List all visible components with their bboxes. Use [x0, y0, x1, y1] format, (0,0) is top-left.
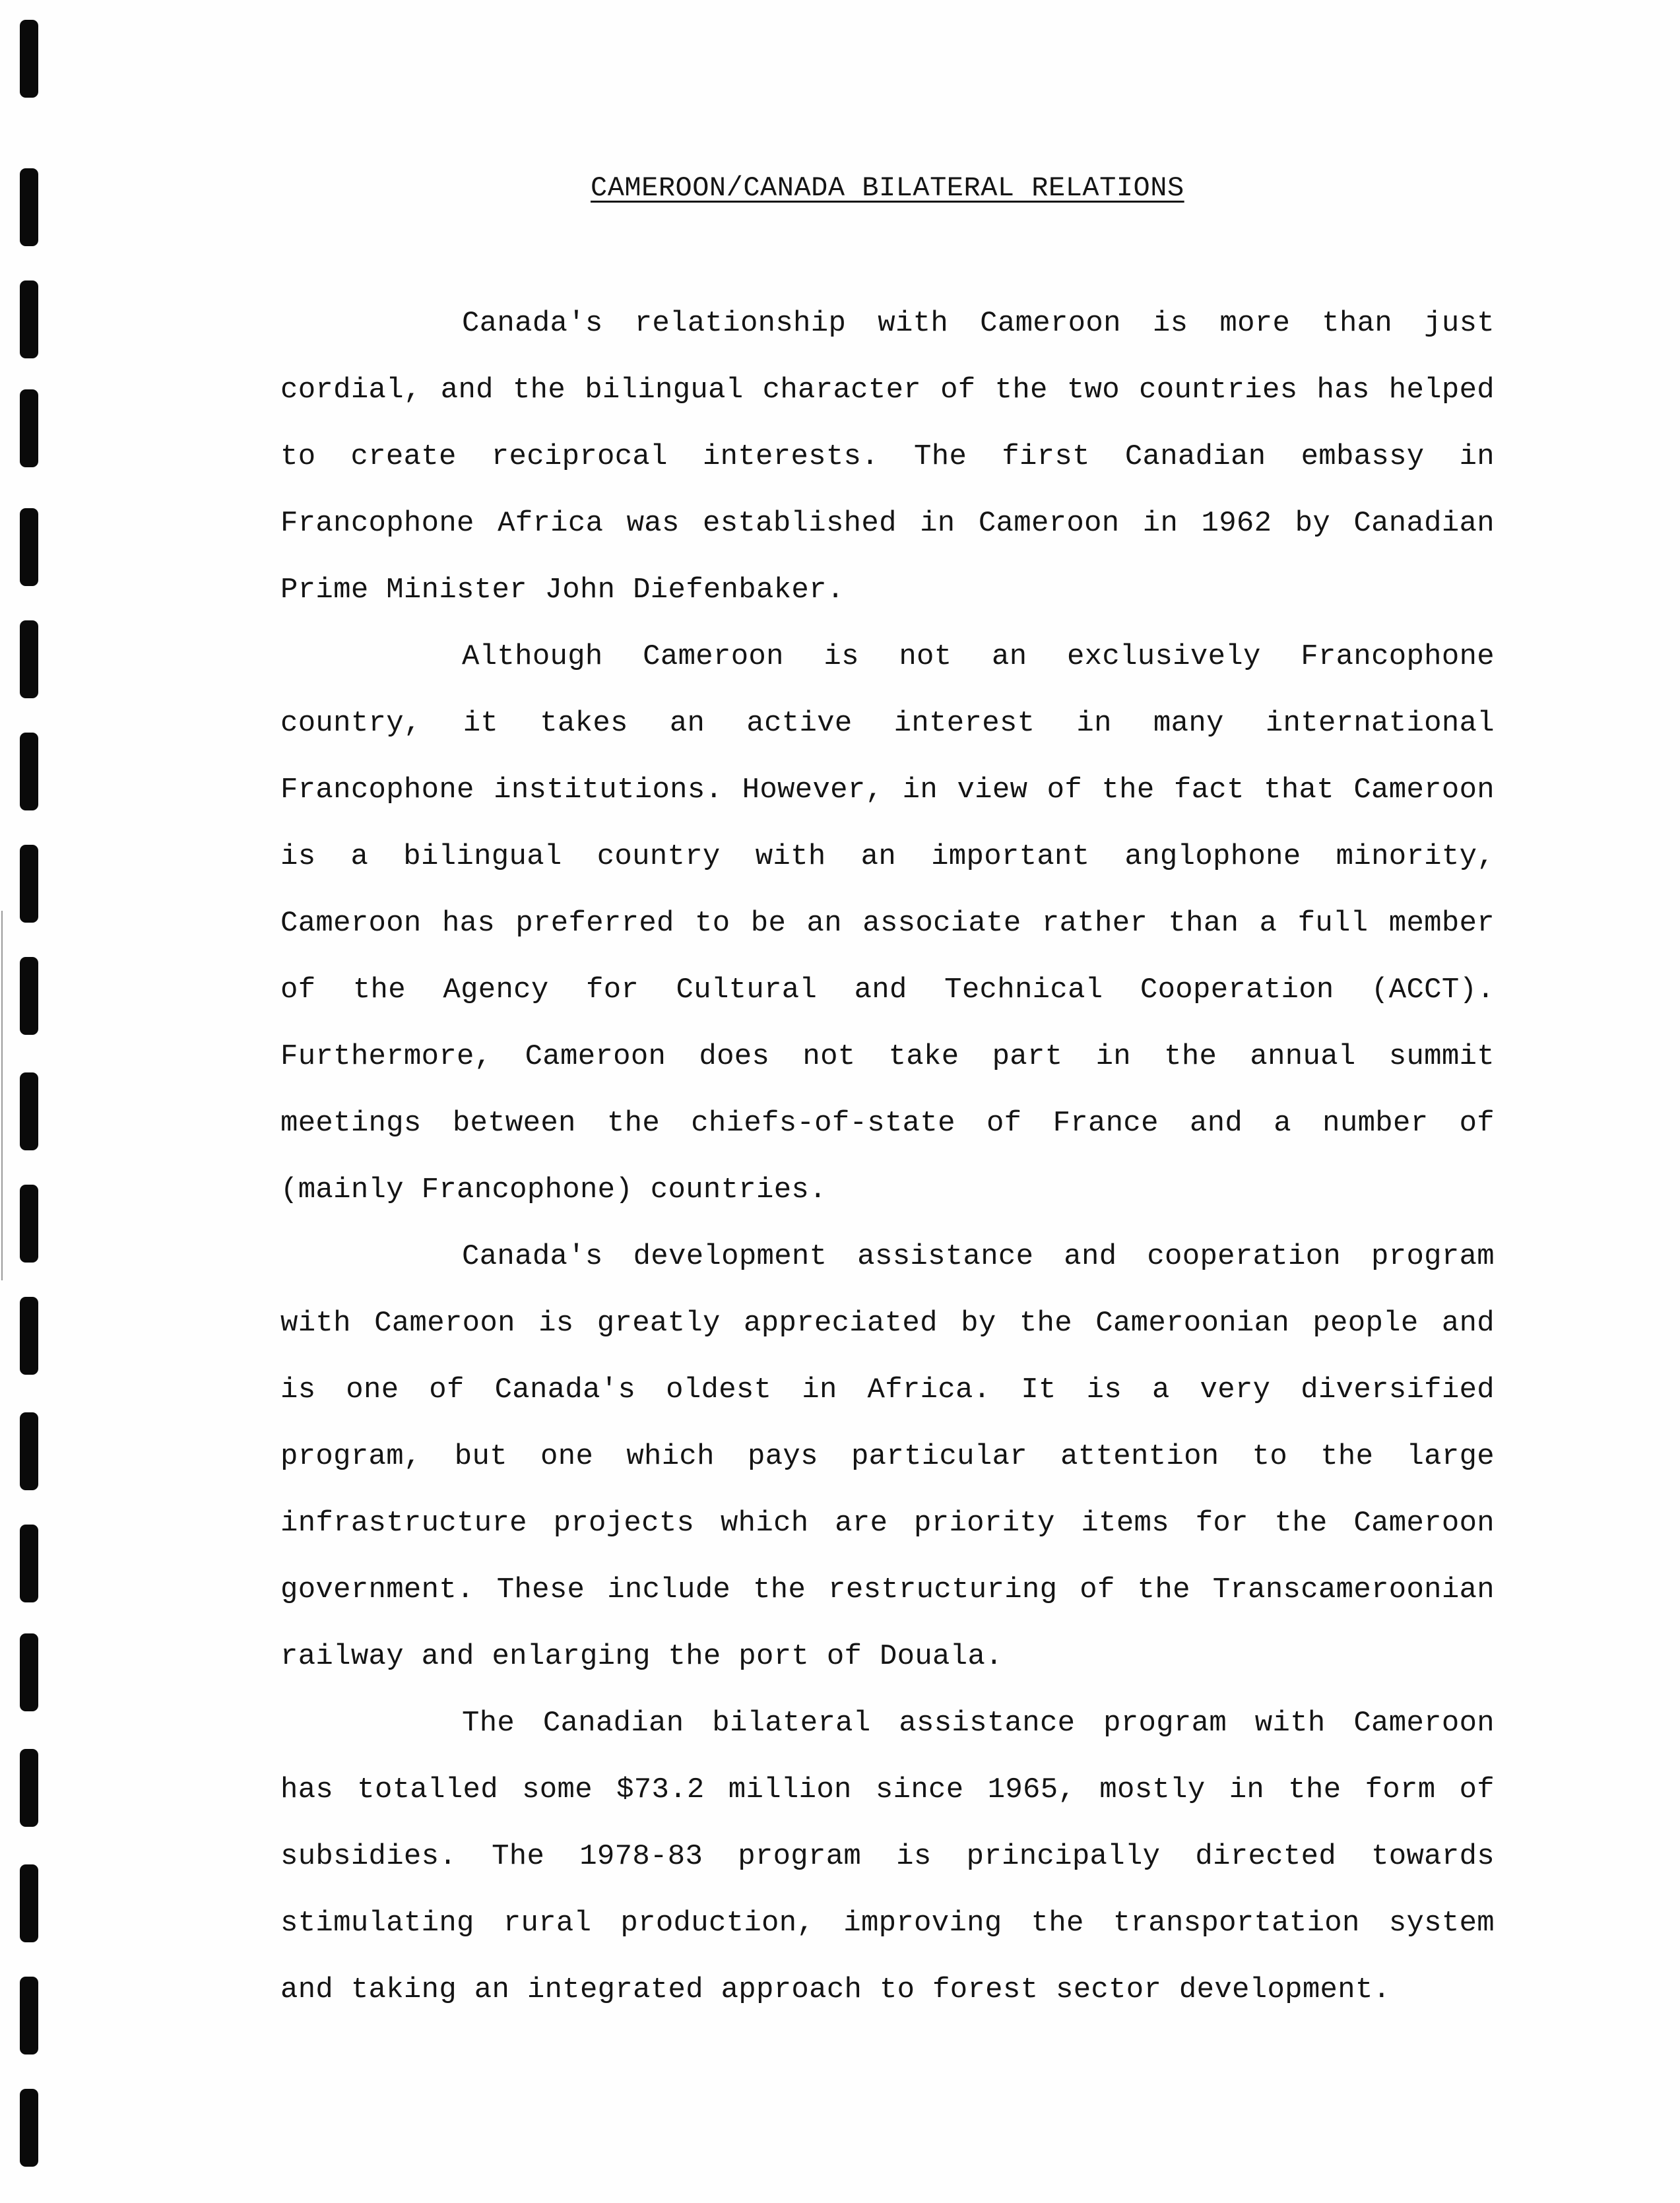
binding-hole: [20, 733, 38, 810]
binding-hole: [20, 1749, 38, 1827]
binding-hole: [20, 1525, 38, 1602]
binding-hole: [20, 20, 38, 98]
binding-hole: [20, 389, 38, 467]
document-body: [280, 290, 1495, 2023]
binding-hole: [20, 280, 38, 358]
binding-hole: [20, 1977, 38, 2055]
binding-hole: [20, 1297, 38, 1375]
binding-holes: [9, 0, 49, 2203]
binding-hole: [20, 620, 38, 698]
binding-hole: [20, 1864, 38, 1942]
paragraph: Canada's relationship with Cameroon is more than just cordial, and the bilingual character of the two countries has helped to create reciprocal interests. The first Canadian embassy in Francophone Africa was established in Cameroon in 1962 by Canadian Prime Minister John Diefenbaker.: [280, 307, 1495, 607]
binding-hole: [20, 168, 38, 246]
paragraph: Although Cameroon is not an exclusively Francophone country, it takes an active interest in many international Francophone institutions. However, in view of the fact that Cameroon is a bilingual country with an important anglophone minority, Cameroon has preferred to be an associate rather than a full member of the Agency for Cultural and Technical Cooperation (ACCT). Furthermore, Cameroon does not take part in the annual summit meetings between the chiefs-of-state of France and a number of (mainly Francophone) countries.: [280, 640, 1495, 1206]
paragraph: The Canadian bilateral assistance program with Cameroon has totalled some $73.2 million since 1965, mostly in the form of subsidies. The 1978-83 program is principally directed towards stimulating rural production, improving the transportation system and taking an integrated approach to forest sector development.: [280, 1707, 1495, 2006]
binding-hole: [20, 957, 38, 1035]
binding-hole: [20, 2089, 38, 2167]
binding-hole: [20, 1633, 38, 1711]
paragraph: Canada's development assistance and cooperation program with Cameroon is greatly appreciated by the Cameroonian people and is one of Canada's oldest in Africa. It is a very diversified program, but one which pays particular attention to the large infrastructure projects which are priority items for the Cameroon government. These include the restructuring of the Transcameroonian railway and enlarging the port of Douala.: [280, 1240, 1495, 1673]
scan-edge-shadow: [1, 911, 3, 1280]
document-title: CAMEROON/CANADA BILATERAL RELATIONS: [591, 172, 1184, 204]
binding-hole: [20, 845, 38, 923]
binding-hole: [20, 508, 38, 586]
binding-hole: [20, 1412, 38, 1490]
binding-hole: [20, 1185, 38, 1263]
binding-hole: [20, 1072, 38, 1150]
